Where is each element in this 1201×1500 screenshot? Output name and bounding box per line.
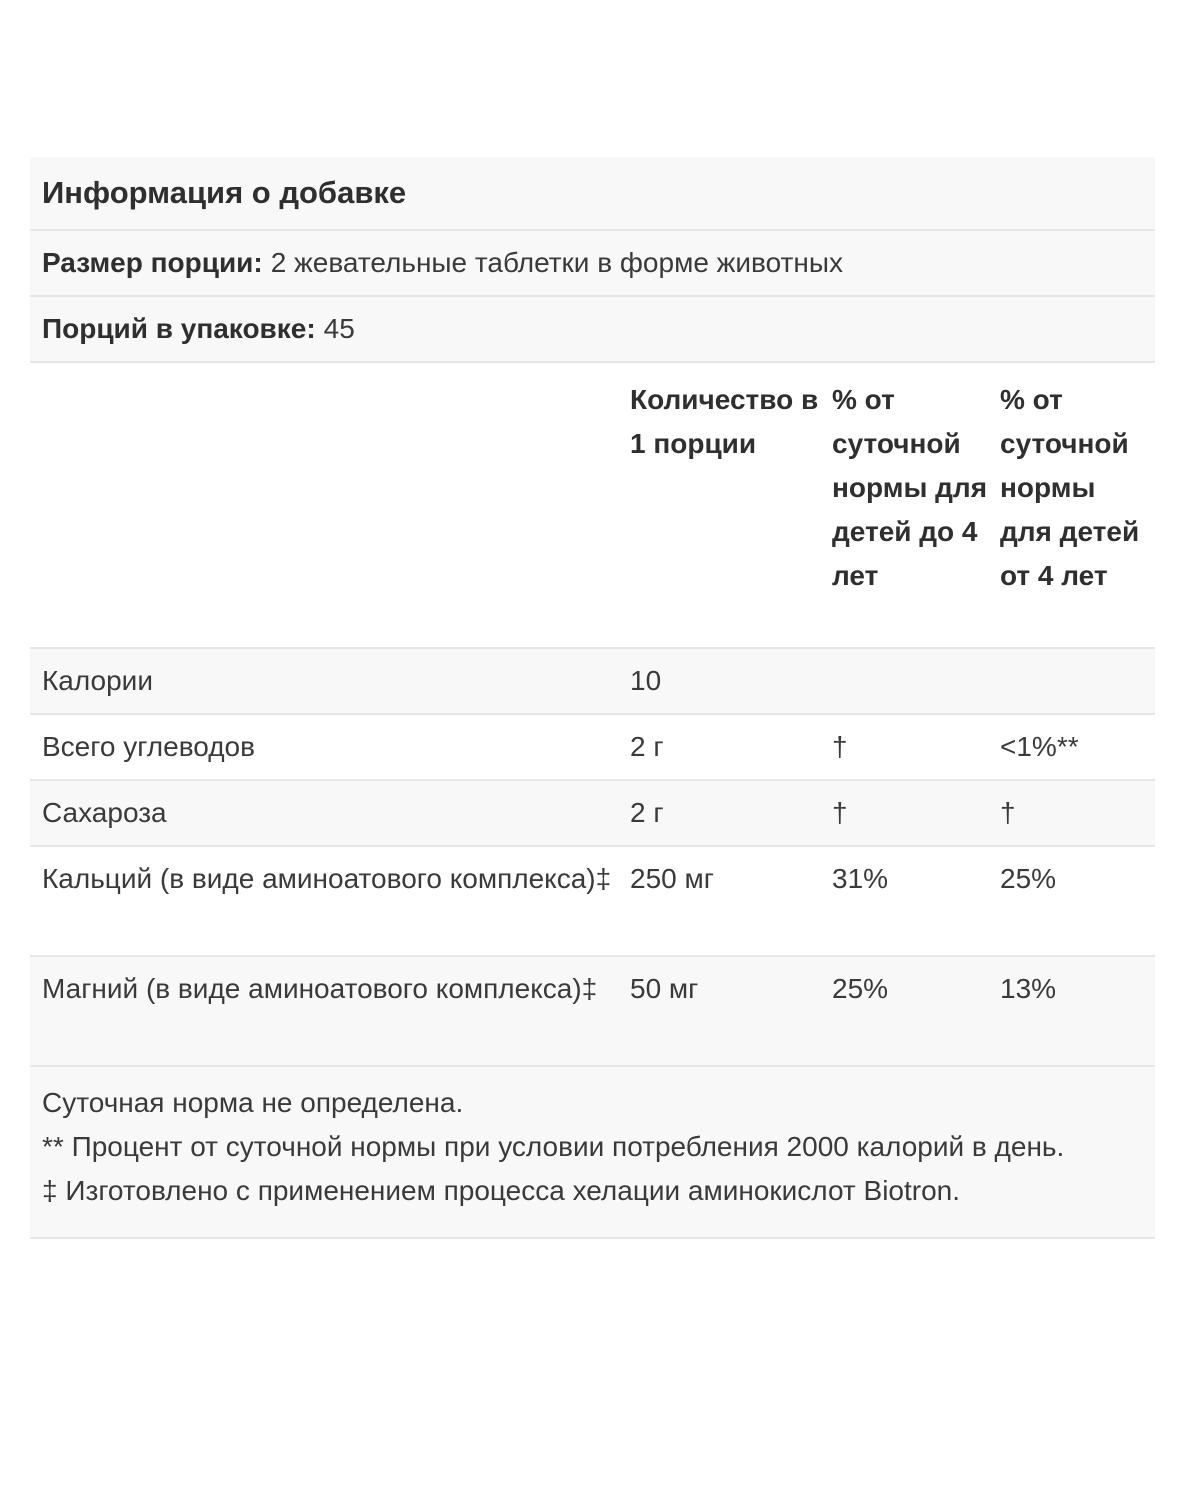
nutrient-dv-over-4: 13% <box>1000 973 1057 1004</box>
nutrient-amount: 2 г <box>630 797 664 828</box>
serving-size-row <box>30 231 1155 297</box>
serving-size-value: 2 жевательные таблетки в форме животных <box>270 247 843 278</box>
table-row <box>30 781 1155 847</box>
nutrient-amount: 50 мг <box>630 973 699 1004</box>
nutrient-amount: 2 г <box>630 731 664 762</box>
header-dv-under-4: % от суточной нормы для детей до 4 лет <box>832 384 988 591</box>
serving-size-label: Размер порции: <box>42 247 263 278</box>
footnote-dagger: Суточная норма не определена. <box>42 1087 464 1118</box>
nutrient-dv-under-4: † <box>832 797 848 828</box>
nutrient-dv-under-4: 25% <box>832 973 889 1004</box>
table-header-row <box>30 363 1155 649</box>
header-nutrient <box>30 378 618 647</box>
nutrient-dv-under-4 <box>820 659 988 713</box>
title-row <box>30 157 1155 231</box>
footnotes <box>30 1067 1155 1239</box>
nutrient-name: Калории <box>42 665 153 696</box>
nutrient-dv-over-4: <1%** <box>1000 731 1079 762</box>
nutrient-dv-over-4: † <box>1000 797 1016 828</box>
nutrient-name: Сахароза <box>42 797 167 828</box>
page-title: Информация о добавке <box>42 175 407 210</box>
nutrient-dv-over-4 <box>988 659 1155 713</box>
header-dv-over-4: % от суточной нормы для детей от 4 лет <box>1000 384 1140 591</box>
nutrient-dv-under-4: † <box>832 731 848 762</box>
footnote-daily-value: ** Процент от суточной нормы при условии потребления 2000 калорий в день. <box>42 1131 1065 1162</box>
servings-per-container-label: Порций в упаковке: <box>42 313 316 344</box>
nutrient-amount: 10 <box>630 665 662 696</box>
table-row <box>30 649 1155 715</box>
footnote-chelation: ‡ Изготовлено с применением процесса хелации аминокислот Biotron. <box>42 1175 961 1206</box>
nutrient-name: Магний (в виде аминоатового комплекса)‡ <box>42 973 598 1004</box>
table-row <box>30 715 1155 781</box>
nutrient-dv-under-4: 31% <box>832 863 889 894</box>
table-row <box>30 957 1155 1067</box>
header-amount: Количество в 1 порции <box>630 384 819 459</box>
nutrient-name: Всего углеводов <box>42 731 256 762</box>
supplement-facts-panel <box>30 157 1155 1239</box>
nutrient-name: Кальций (в виде аминоатового комплекса)‡ <box>42 863 612 894</box>
nutrient-dv-over-4: 25% <box>1000 863 1057 894</box>
servings-per-container-value: 45 <box>323 313 355 344</box>
servings-per-container-row <box>30 297 1155 363</box>
table-row <box>30 847 1155 957</box>
nutrient-amount: 250 мг <box>630 863 714 894</box>
